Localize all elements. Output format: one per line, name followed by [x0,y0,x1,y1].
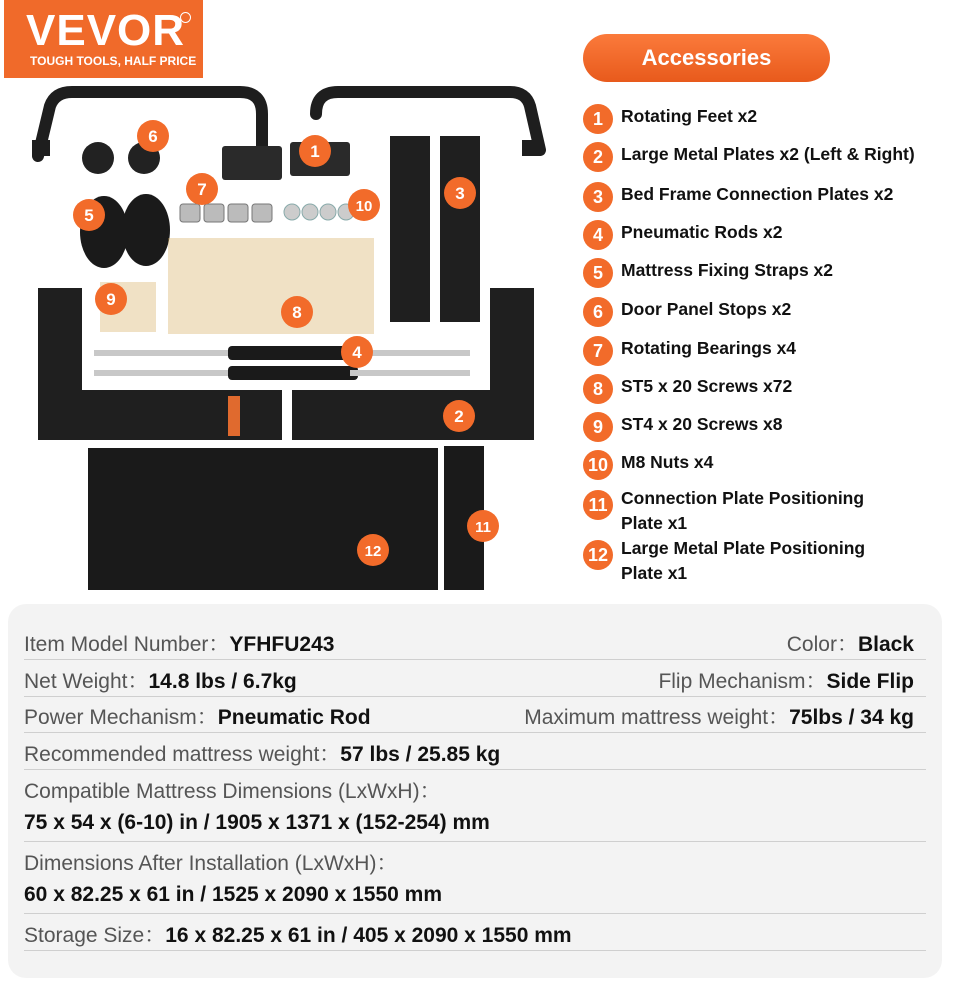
divider [24,913,926,914]
brand-name: VEVOR [26,6,186,55]
diagram-label: 8 [292,303,302,322]
spec-row-weight [24,665,926,695]
weight-value: 14.8 lbs / 6.7kg [148,670,297,693]
vevor-logo [4,0,203,78]
item-text: Bed Frame Connection Plates x2 [621,184,894,204]
item-text: Pneumatic Rods x2 [621,222,783,242]
item-text: Large Metal Plates x2 (Left & Right) [621,144,915,164]
compatible-dimensions-value: 75 x 54 x (6-10) in / 1905 x 1371 x (152-254) mm [24,811,490,834]
divider [24,659,926,660]
diagram-label: 12 [364,543,382,560]
flip-label: Flip Mechanism： [658,670,827,693]
list-item [583,412,783,442]
item-number: 10 [583,450,613,480]
list-item [583,450,713,480]
weight-label: Net Weight： [24,670,149,693]
list-item [583,536,883,586]
connection-plates-image [390,136,480,322]
spec-row-recommended-weight [24,738,926,768]
diagram-label: 2 [454,407,464,426]
list-item [583,104,757,134]
item-number: 3 [583,182,613,212]
max-weight-value: 75lbs / 34 kg [789,706,914,729]
diagram-label: 11 [475,519,491,536]
item-text: Connection Plate Positioning Plate x1 [621,488,865,533]
list-item [583,182,893,212]
installed-dimensions-value: 60 x 82.25 x 61 in / 1525 x 2090 x 1550 mm [24,883,442,906]
model-label: Item Model Number： [24,633,230,656]
spec-row-power [24,701,926,731]
spec-row-compatible-dimensions-value [24,811,926,835]
color-label: Color： [786,633,858,656]
item-number: 11 [583,490,613,520]
list-item [583,258,833,288]
item-number: 9 [583,412,613,442]
item-text: Rotating Feet x2 [621,106,758,126]
item-number: 6 [583,297,613,327]
positioning-plates-image [88,446,484,590]
item-number: 1 [583,104,613,134]
item-text: Door Panel Stops x2 [621,299,792,319]
spec-row-installed-dimensions-value [24,883,926,907]
spec-row-storage-size [24,919,926,949]
diagram-label: 4 [352,343,362,362]
color-value: Black [857,633,914,656]
model-value: YFHFU243 [229,633,335,656]
list-item [583,220,782,250]
list-item [583,486,883,536]
diagram-label: 10 [355,198,373,215]
power-value: Pneumatic Rod [217,706,371,729]
spec-row-compatible-dimensions [24,775,926,805]
item-number: 7 [583,336,613,366]
power-label: Power Mechanism： [24,706,218,729]
divider [24,950,926,951]
pneumatic-rods-image [94,346,470,380]
list-item [583,142,915,172]
item-number: 4 [583,220,613,250]
parts-diagram [0,84,580,596]
diagram-label: 3 [455,184,465,203]
spec-row-model [24,628,926,658]
item-text: Mattress Fixing Straps x2 [621,260,834,280]
registered-icon [180,12,191,23]
divider [24,732,926,733]
item-number: 5 [583,258,613,288]
divider [24,696,926,697]
recommended-weight-value: 57 lbs / 25.85 kg [340,743,501,766]
item-text: M8 Nuts x4 [621,452,714,472]
list-item [583,374,792,404]
installed-dimensions-label: Dimensions After Installation (LxWxH)： [24,852,398,875]
rotating-bearings-image [180,204,272,222]
specifications-card [8,604,942,978]
storage-size-label: Storage Size： [24,924,166,947]
brand-tagline: TOUGH TOOLS, HALF PRICE [30,54,197,68]
diagram-label: 9 [106,290,116,309]
list-item [583,336,796,366]
item-number: 2 [583,142,613,172]
accessories-title: Accessories [583,34,830,82]
item-number: 12 [583,540,613,570]
item-text: ST4 x 20 Screws x8 [621,414,783,434]
divider [24,769,926,770]
item-text: Large Metal Plate Positioning Plate x1 [621,538,866,583]
recommended-weight-label: Recommended mattress weight： [24,743,341,766]
diagram-label: 7 [197,180,207,199]
item-number: 8 [583,374,613,404]
m8-nuts-image [284,204,354,220]
spec-row-installed-dimensions [24,847,926,877]
diagram-label: 1 [310,142,320,161]
flip-value: Side Flip [826,670,914,693]
max-weight-label: Maximum mattress weight： [524,706,790,729]
item-text: ST5 x 20 Screws x72 [621,376,793,396]
item-text: Rotating Bearings x4 [621,338,797,358]
diagram-label: 5 [84,206,94,225]
divider [24,841,926,842]
compatible-dimensions-label: Compatible Mattress Dimensions (LxWxH)： [24,780,441,803]
list-item [583,297,791,327]
storage-size-value: 16 x 82.25 x 61 in / 405 x 2090 x 1550 mm [165,924,572,947]
diagram-label: 6 [148,127,158,146]
